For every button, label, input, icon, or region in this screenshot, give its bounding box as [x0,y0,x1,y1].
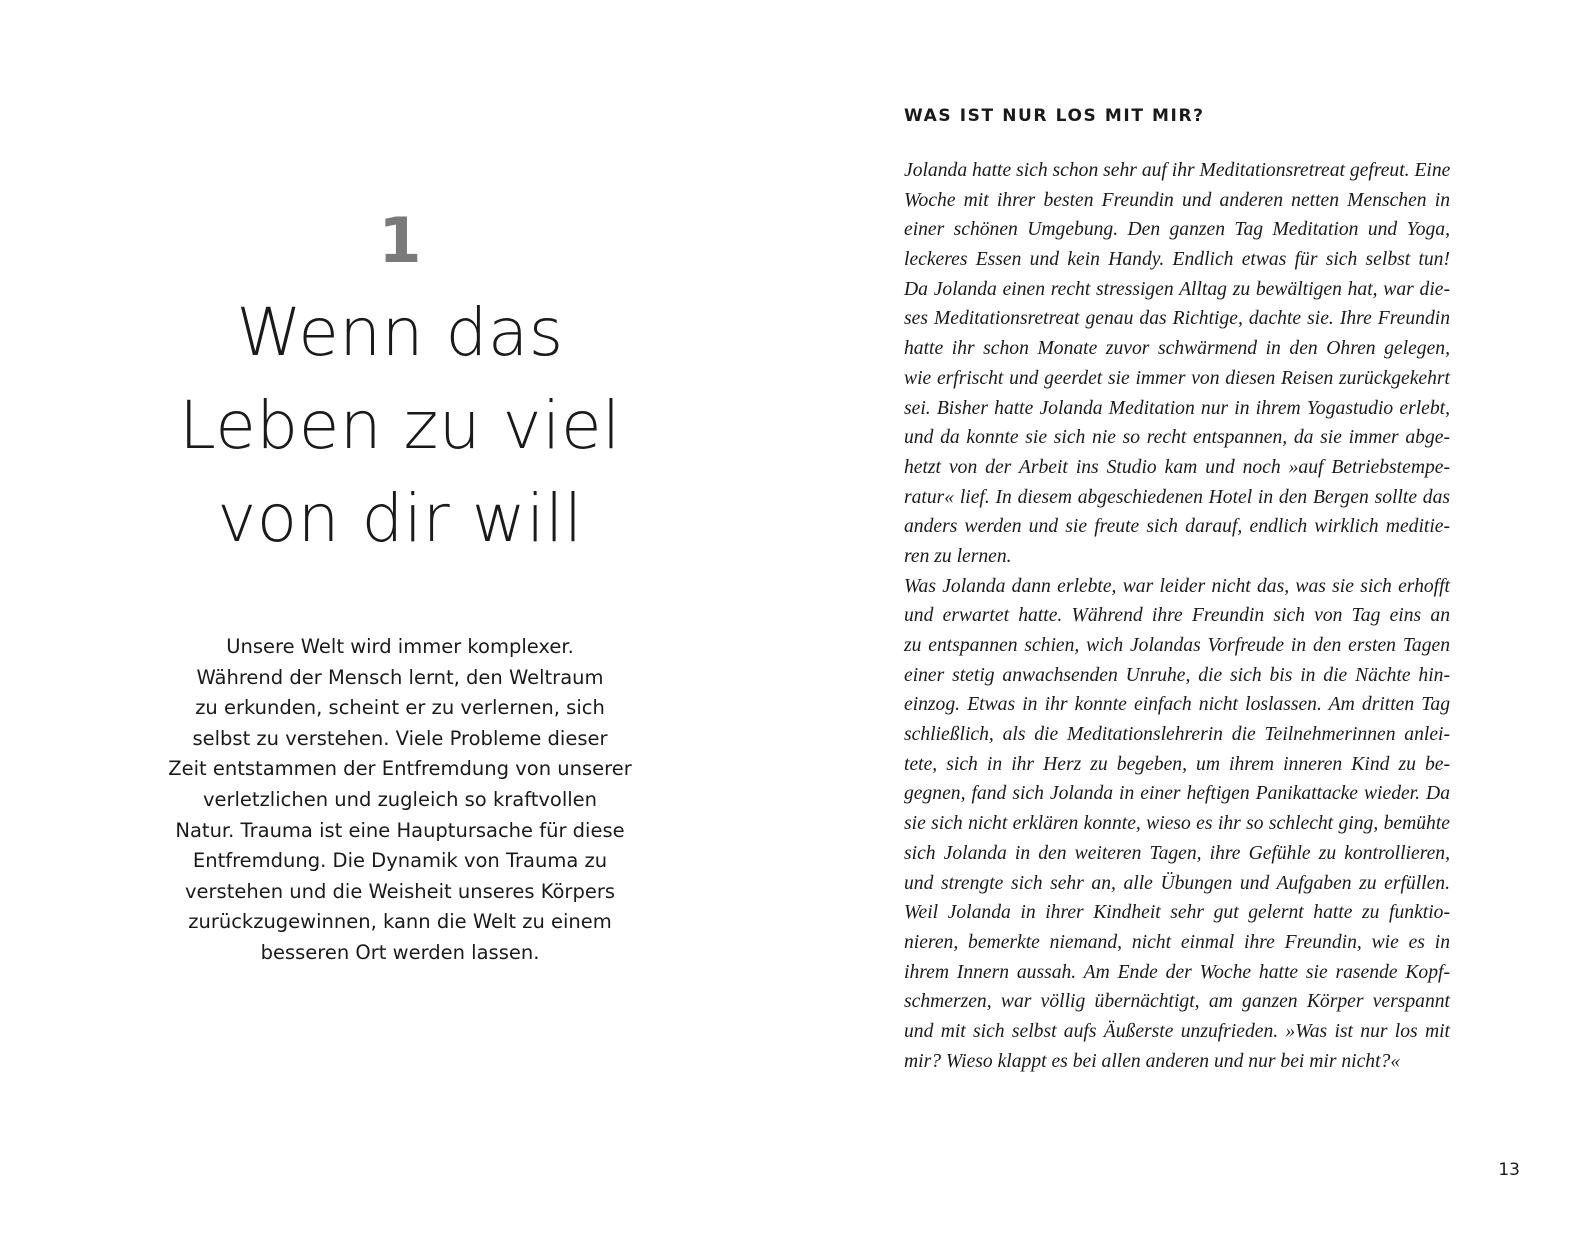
intro-line: Zeit entstammen der Entfremdung von unserer [168,757,632,781]
intro-line: verletzlichen und zugleich so kraftvollen [202,787,598,811]
body-line: einer schönen Umgebung. Den ganzen Tag Meditation und Yoga, [904,219,1450,241]
body-line: schmerzen, war völlig übernächtigt, am ganzen Körper verspannt [904,991,1450,1013]
chapter-title-line: Wenn das [236,294,564,371]
body-line: hetzt von der Arbeit ins Studio kam und noch »auf Betriebstempe- [904,456,1450,478]
body-line: Woche mit ihrer besten Freundin und anderen netten Menschen in [904,189,1450,211]
body-line: anders werden und sie freute sich darauf, endlich wirklich meditie- [904,516,1450,538]
body-line: schließlich, als die Meditationslehrerin die Teilnehmerinnen anlei- [904,724,1450,746]
body-line: nieren, bemerkte niemand, nicht einmal ihre Freundin, wie es in [904,931,1450,953]
body-line: und da konnte sie sich nie so recht entspannen, da sie immer abge- [904,427,1450,449]
body-line: Was Jolanda dann erlebte, war leider nicht das, was sie sich erhofft [904,575,1450,597]
chapter-number: 1 [378,204,422,277]
body-line: Jolanda hatte sich schon sehr auf ihr Meditationsretreat gefreut. Eine [904,160,1451,181]
intro-line: Während der Mensch lernt, den Weltraum [196,665,604,689]
chapter-title-line: von dir will [217,480,583,557]
body-line: einer stetig anwachsenden Unruhe, die sich bis in die Nächte hin- [904,664,1450,686]
chapter-title [100,286,700,565]
intro-line: verstehen und die Weisheit unseres Körpers [184,879,616,903]
body-line: mir? Wieso klappt es bei allen anderen und nur bei mir nicht?« [904,1050,1401,1072]
body-line: ren zu lernen. [904,545,1012,567]
body-line: sei. Bisher hatte Jolanda Meditation nur in ihrem Yogastudio erlebt, [904,397,1450,419]
intro-line: Entfremdung. Die Dynamik von Trauma zu [192,849,608,873]
body-line: und erwartet hatte. Während ihre Freundin sich von Tag eins an [904,605,1450,627]
body-line: gegnen, fand sich Jolanda in einer heftigen Panikattacke wieder. Da [904,783,1450,805]
intro-line: Unsere Welt wird immer komplexer. [226,635,574,658]
body-line: Da Jolanda einen recht stressigen Alltag zu bewältigen hat, war die- [904,278,1450,300]
body-line: und mit sich selbst aufs Äußerste unzufrieden. »Was ist nur los mit [904,1020,1450,1042]
intro-line: zurückzugewinnen, kann die Welt zu einem [188,910,612,934]
running-head: WAS IST NUR LOS MIT MIR? [904,106,1205,126]
intro-line: zu erkunden, scheint er zu verlernen, sich [195,696,605,720]
body-line: sie sich nicht erklären konnte, wieso es ihr so schlecht ging, bemühte [904,813,1450,835]
body-line: zu entspannen schien, wich Jolandas Vorfreude in den ersten Tagen [904,635,1450,656]
intro-line: Natur. Trauma ist eine Hauptursache für diese [175,818,625,842]
body-text [904,156,1450,1076]
body-line: hatte ihr schon Monate zuvor schwärmend in den Ohren gelegen, [904,338,1450,360]
body-line: ratur« lief. In diesem abgeschiedenen Hotel in den Bergen sollte das [904,486,1450,508]
body-line: ihrem Innern aussah. Am Ende der Woche hatte sie rasende Kopf- [904,961,1450,983]
intro-line: besseren Ort werden lassen. [260,940,540,964]
chapter-intro [150,632,650,969]
body-line: Weil Jolanda in ihrer Kindheit sehr gut gelernt hatte zu funktio- [904,902,1450,924]
body-line: sich Jolanda in den weiteren Tagen, ihre Gefühle zu kontrollieren, [904,842,1450,864]
body-line: ses Meditationsretreat genau das Richtige, dachte sie. Ihre Freundin [904,308,1450,330]
body-line: und strengte sich sehr an, alle Übungen und Aufgaben zu erfüllen. [904,872,1450,894]
intro-line: selbst zu verstehen. Viele Probleme dieser [192,726,608,750]
body-line: tete, sich in ihr Herz zu begeben, um ihrem inneren Kind zu be- [904,753,1450,775]
chapter-title-line: Leben zu viel [179,387,621,464]
page-number: 13 [1498,1160,1520,1180]
body-line: einzog. Etwas in ihr konnte einfach nicht loslassen. Am dritten Tag [904,694,1450,716]
body-line: leckeres Essen und kein Handy. Endlich etwas für sich selbst tun! [904,249,1450,271]
right-page [800,0,1594,1240]
body-line: wie erfrischt und geerdet sie immer von diesen Reisen zurückgekehrt [904,367,1450,389]
